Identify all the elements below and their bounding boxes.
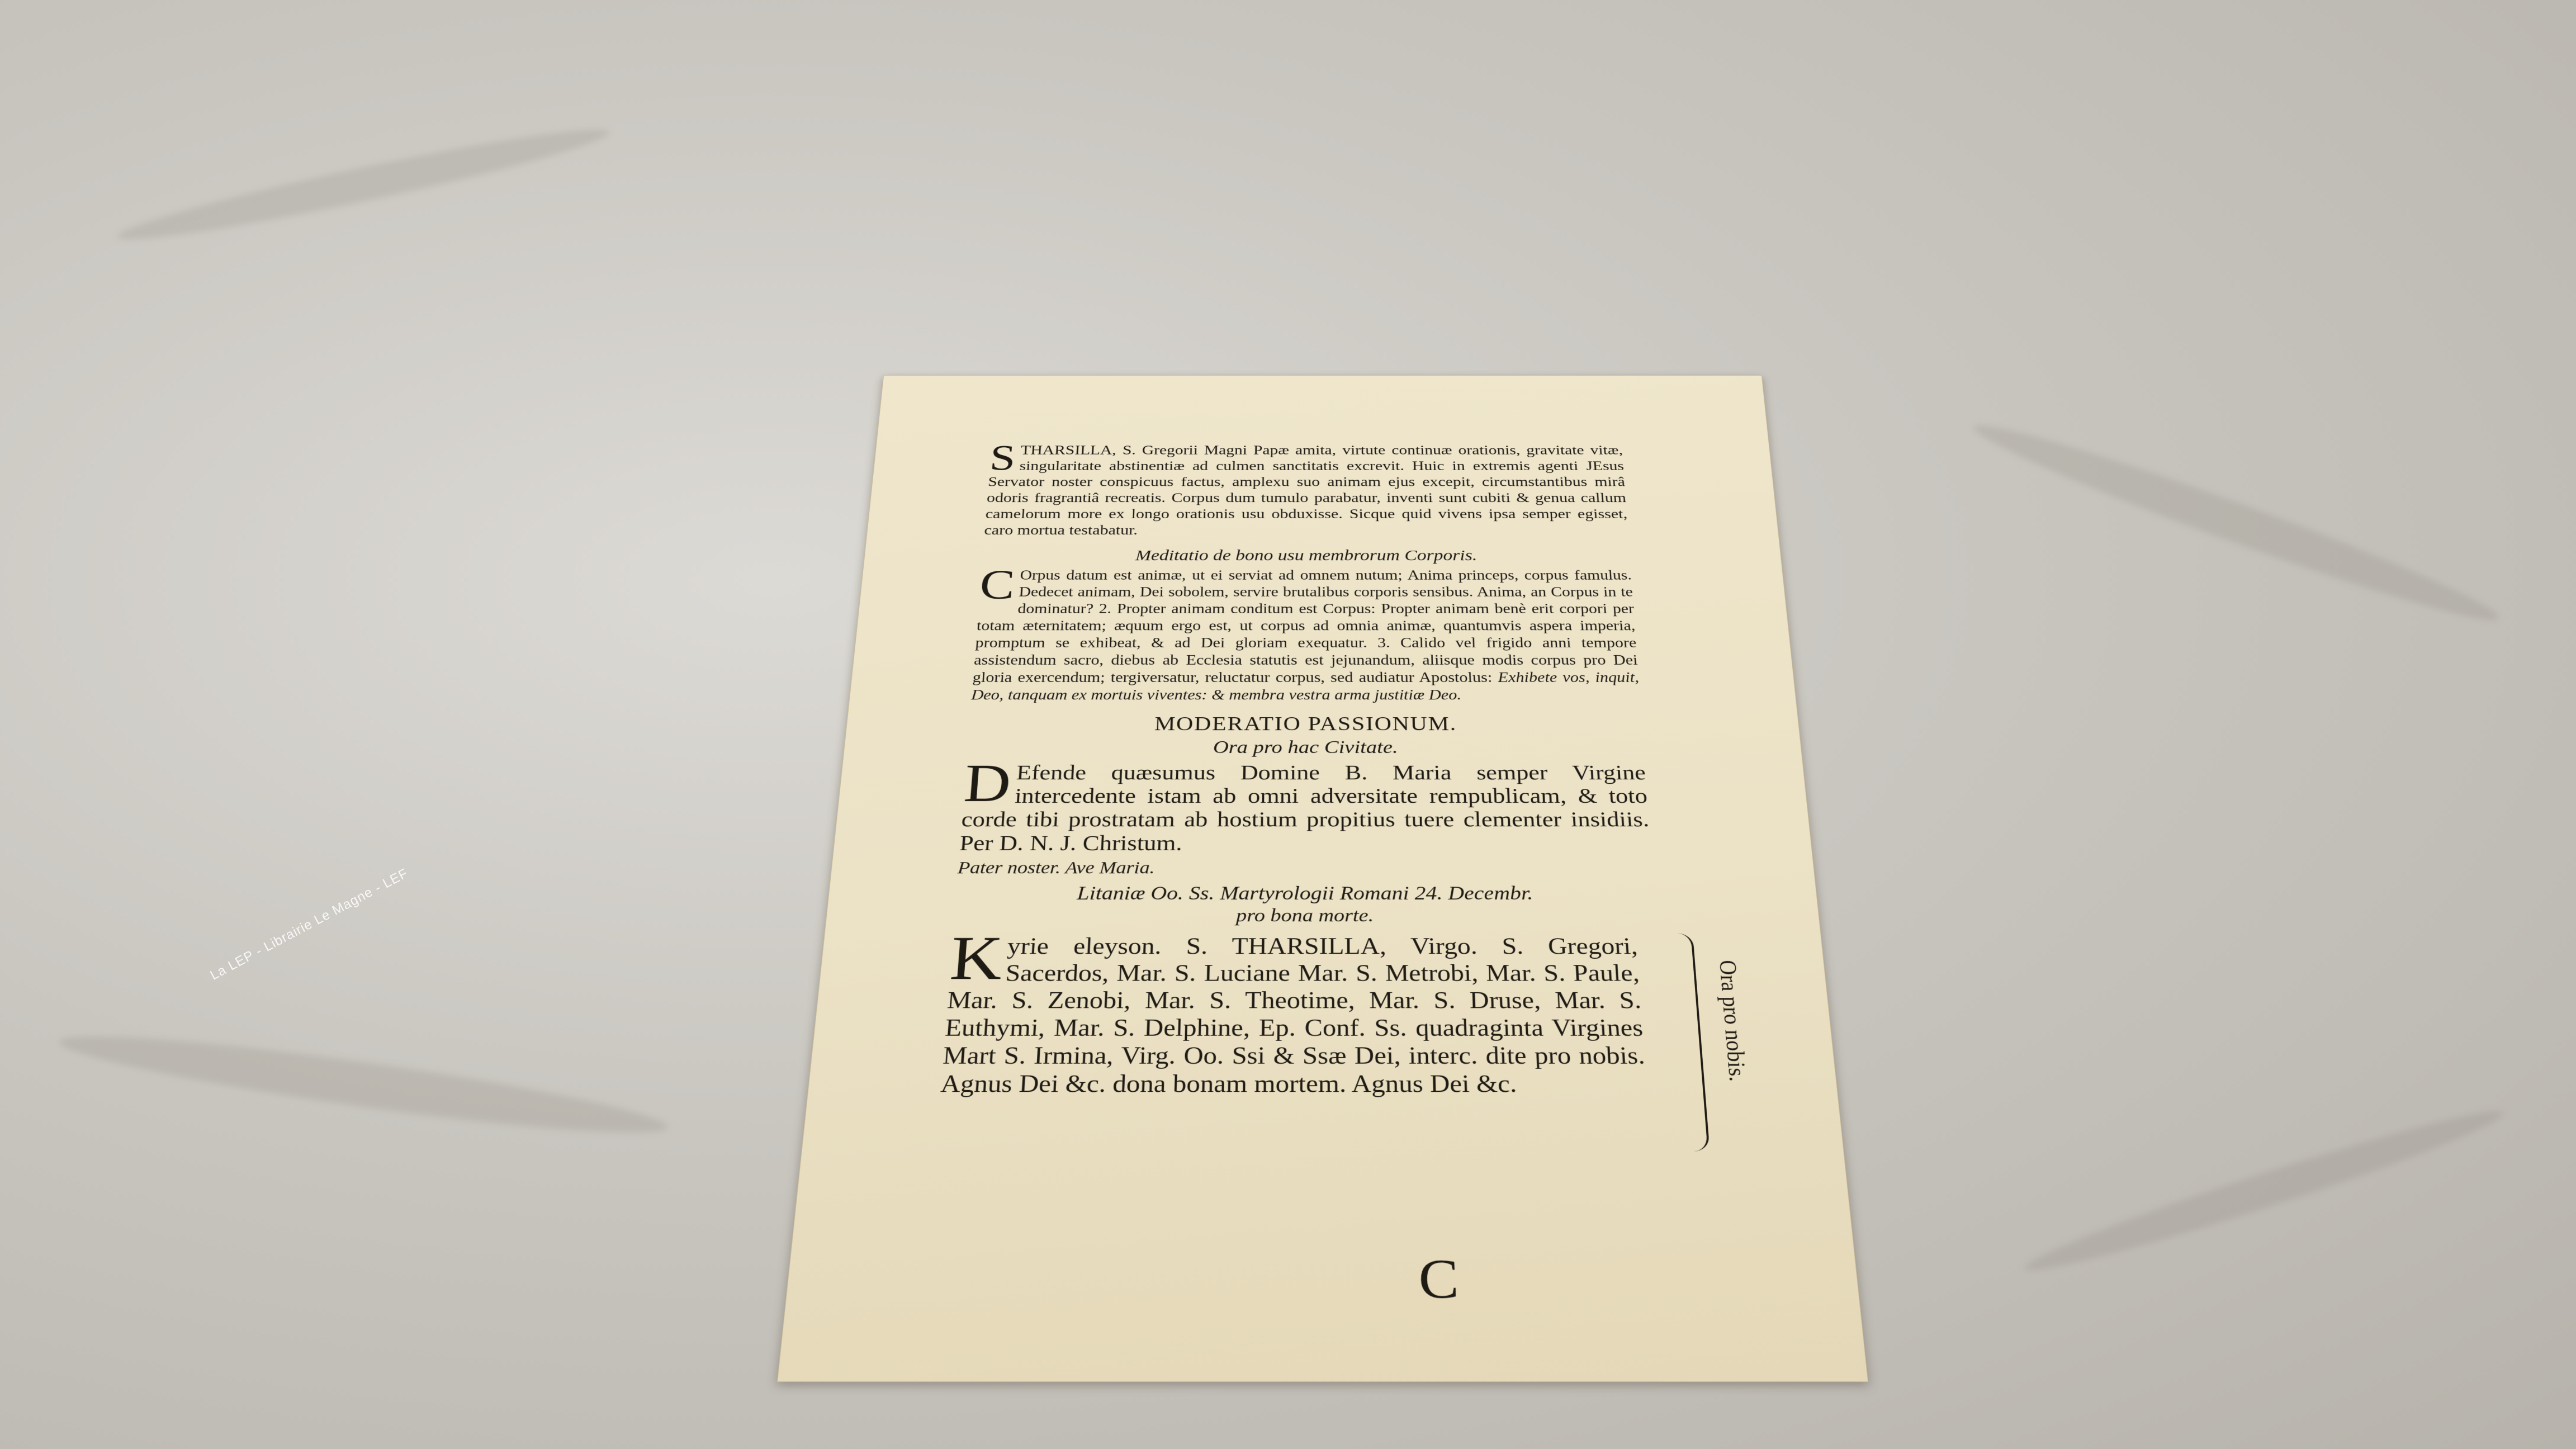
marble-vein xyxy=(114,116,613,253)
litaniae-subheading: pro bona morte. xyxy=(1235,905,1374,926)
prayer-paragraph xyxy=(959,753,1651,855)
pater-noster-line: Pater noster. Ave Maria. xyxy=(956,858,1156,878)
page-content xyxy=(939,437,1751,1098)
paragraph-text: yrie eleyson. S. THARSILLA, Virgo. S. Gregori, Sacerdos, Mar. S. Luciane Mar. S. Metrobi, Mar. S. Paule, Mar. S. Zenobi, Mar. S. Theotime, Mar. S. Druse, Mar. S. Euthymi, Mar. S. Delphine, Ep. Conf. Ss. quadraginta Virgines Mart S. Irmina, Virg. Oo. Ssi & Ssæ Dei, interc. dite pro nobis. Agnus Dei &c. dona bonam mortem. Agnus Dei &c. xyxy=(939,934,1646,1098)
moderatio-heading: MODERATIO PASSIONUM. xyxy=(1154,713,1457,735)
side-ora-pro-nobis: Ora pro nobis. xyxy=(1714,960,1751,1082)
meditation-paragraph xyxy=(970,561,1641,704)
document-page xyxy=(777,375,1868,1382)
meditation-title: Meditatio de bono usu membrorum Corporis. xyxy=(1135,547,1478,564)
moderatio-subheading: Ora pro hac Civitate. xyxy=(1213,737,1399,757)
dropcap: D xyxy=(962,753,1013,813)
dropcap: S xyxy=(988,437,1017,477)
litany-block xyxy=(939,924,1751,1098)
marble-vein xyxy=(1967,409,2506,637)
quote-text: Exhibete vos, inquit, Deo, tanquam ex mortuis viventes: & membra vestra arma justitiæ Deo. xyxy=(970,669,1640,703)
marble-vein xyxy=(2020,1097,2508,1284)
dropcap: K xyxy=(948,924,1005,993)
marble-vein xyxy=(56,1020,671,1149)
dropcap: C xyxy=(978,561,1016,608)
saint-tharsilla-paragraph xyxy=(983,437,1629,538)
paragraph-text: Orpus datum est animæ, ut ei serviat ad omnem nutum; Anima princeps, corpus famulus. Dedecet animam, Dei sobolem, servire brutalibus corporis sensibus. Anima, an Corpus in te dominatur? 2. Propter animam conditum est Corpus: Propter animam benè erit corpori per totam æternitatem; æquum ergo est, ut corpus ad omnia animæ, quantumvis aspera imperia, promptum se exhibeat, & ad Dei gloriam exequatur. 3. Calido vel frigido anni tempore assistendum sacro, diebus ab Ecclesia statutis est jejunandum, aliisque modis corpus pro Dei gloria exercendum; tergiversatur, reluctatur corpus, sed audiatur Apostolus: xyxy=(972,567,1639,685)
litaniae-heading: Litaniæ Oo. Ss. Martyrologii Romani 24. Decembr. xyxy=(1076,882,1533,904)
signature-mark: C xyxy=(1418,1248,1460,1310)
watermark: La LEP - Librairie Le Magne - LEF xyxy=(207,865,411,983)
litany-paragraph xyxy=(939,924,1647,1098)
paragraph-text: Efende quæsumus Domine B. Maria semper Virgine intercedente istam ab omni adversitate rempublicam, & toto corde tibi prostratam ab hostium propitius tuere clementer insidiis. Per D. N. J. Christum. xyxy=(959,760,1650,855)
paragraph-text: THARSILLA, S. Gregorii Magni Papæ amita, virtute continuæ orationis, gravitate vitæ, singularitate abstinentiæ ad culmen sanctitatis excrevit. Huic in extremis agenti JEsus Servator noster conspicuus factus, amplexu suo animam ejus excepit, circumstantibus mirâ odoris fragrantiâ recreatis. Corpus dum tumulo parabatur, inventi sunt cubiti & genua callum camelorum more ex longo orationis usu obduxisse. Sicque quid vivens ipsa semper egisset, caro mortua testabatur. xyxy=(983,443,1628,538)
curly-brace xyxy=(1675,934,1710,1152)
